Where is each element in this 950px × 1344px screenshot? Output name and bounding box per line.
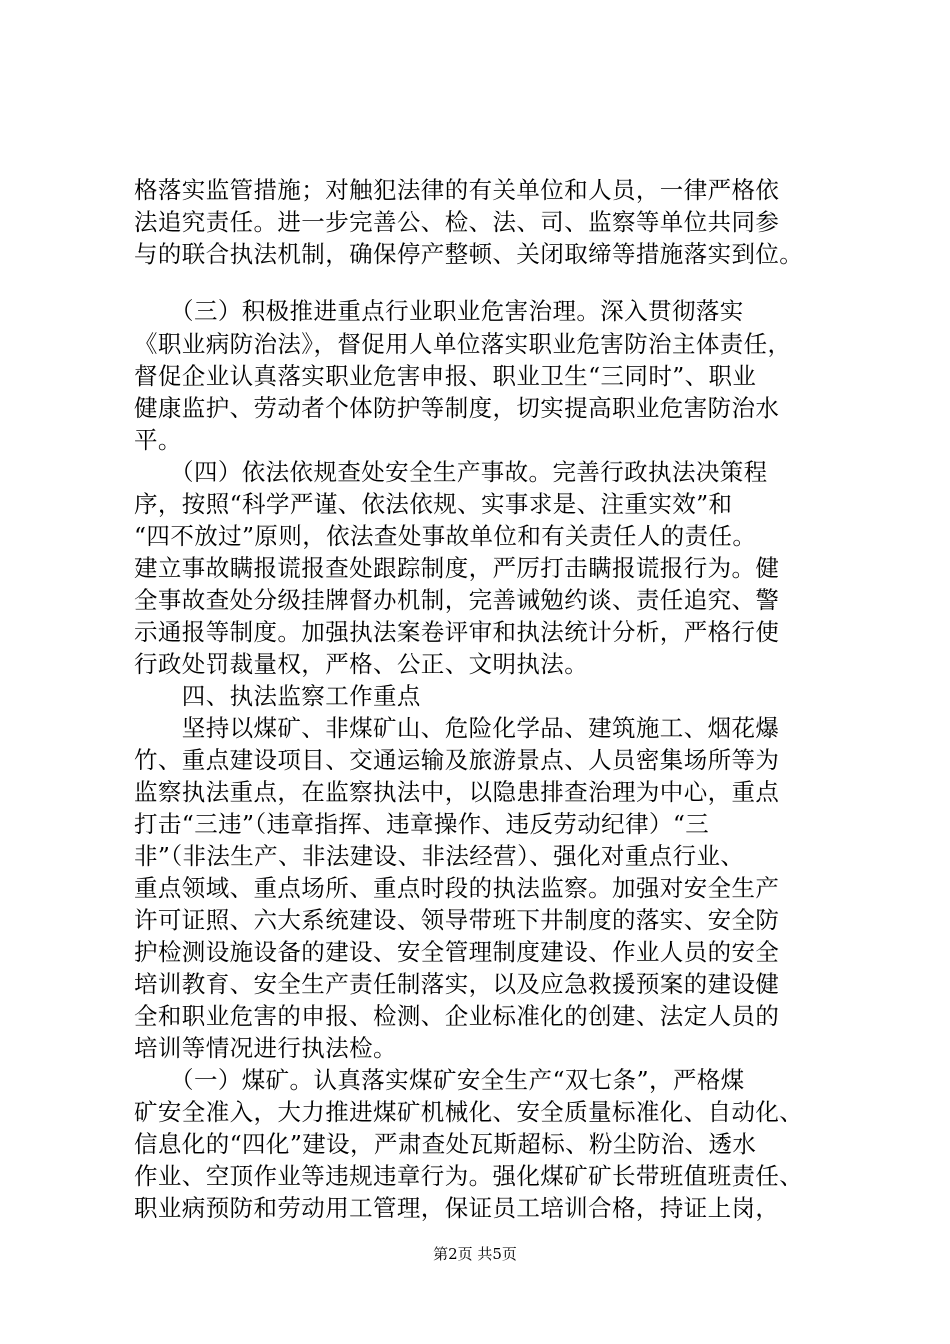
text-line: 全事故查处分级挂牌督办机制，完善诫勉约谈、责任追究、警	[134, 586, 780, 614]
text-line: 培训教育、安全生产责任制落实，以及应急救援预案的建设健	[134, 970, 780, 998]
text-line: 《职业病防治法》，督促用人单位落实职业危害防治主体责任，	[134, 330, 792, 358]
text-line: 监察执法重点，在监察执法中，以隐患排查治理为中心，重点	[134, 778, 780, 806]
text-line: 职业病预防和劳动用工管理，保证员工培训合格，持证上岗，	[134, 1194, 780, 1222]
text-line: 许可证照、六大系统建设、领导带班下井制度的落实、安全防	[134, 906, 780, 934]
page-number-footer: 第2页 共5页	[433, 1245, 517, 1263]
text-line: 打击“三违”（违章指挥、违章操作、违反劳动纪律）“三	[134, 810, 710, 838]
text-line: 全和职业危害的申报、检测、企业标准化的创建、法定人员的	[134, 1002, 780, 1030]
text-line: 坚持以煤矿、非煤矿山、危险化学品、建筑施工、烟花爆	[134, 714, 780, 742]
text-line: 竹、重点建设项目、交通运输及旅游景点、人员密集场所等为	[134, 746, 780, 774]
text-line: 矿安全准入，大力推进煤矿机械化、安全质量标准化、自动化、	[134, 1098, 804, 1126]
text-line: （三）积极推进重点行业职业危害治理。深入贯彻落实	[134, 297, 744, 325]
text-line: 格落实监管措施；对触犯法律的有关单位和人员，一律严格依	[134, 176, 780, 204]
text-line: 信息化的“四化”建设，严肃查处瓦斯超标、粉尘防治、透水	[134, 1130, 757, 1158]
text-line: 平。	[134, 426, 182, 454]
text-line: 作业、空顶作业等违规违章行为。强化煤矿矿长带班值班责任、	[134, 1162, 804, 1190]
text-line: 示通报等制度。加强执法案卷评审和执法统计分析，严格行使	[134, 618, 780, 646]
text-line: “四不放过”原则，依法查处事故单位和有关责任人的责任。	[134, 522, 757, 550]
text-line: 培训等情况进行执法检。	[134, 1034, 397, 1062]
text-line: 健康监护、劳动者个体防护等制度，切实提高职业危害防治水	[134, 394, 780, 422]
text-line: （一）煤矿。认真落实煤矿安全生产“双七条”，严格煤	[134, 1066, 745, 1094]
text-line: 护检测设施设备的建设、安全管理制度建设、作业人员的安全	[134, 938, 780, 966]
text-line: 非”（非法生产、非法建设、非法经营）、强化对重点行业、	[134, 842, 745, 870]
section-heading: 四、执法监察工作重点	[134, 682, 421, 710]
text-line: 与的联合执法机制，确保停产整顿、关闭取缔等措施落实到位。	[134, 240, 804, 268]
text-line: 督促企业认真落实职业危害申报、职业卫生“三同时”、职业	[134, 362, 757, 390]
text-line: 法追究责任。进一步完善公、检、法、司、监察等单位共同参	[134, 208, 780, 236]
text-line: 重点领域、重点场所、重点时段的执法监察。加强对安全生产	[134, 874, 780, 902]
text-line: 序，按照“科学严谨、依法依规、实事求是、注重实效”和	[134, 490, 733, 518]
text-line: 行政处罚裁量权，严格、公正、文明执法。	[134, 650, 589, 678]
text-line: （四）依法依规查处安全生产事故。完善行政执法决策程	[134, 458, 768, 486]
text-line: 建立事故瞒报谎报查处跟踪制度，严厉打击瞒报谎报行为。健	[134, 554, 780, 582]
